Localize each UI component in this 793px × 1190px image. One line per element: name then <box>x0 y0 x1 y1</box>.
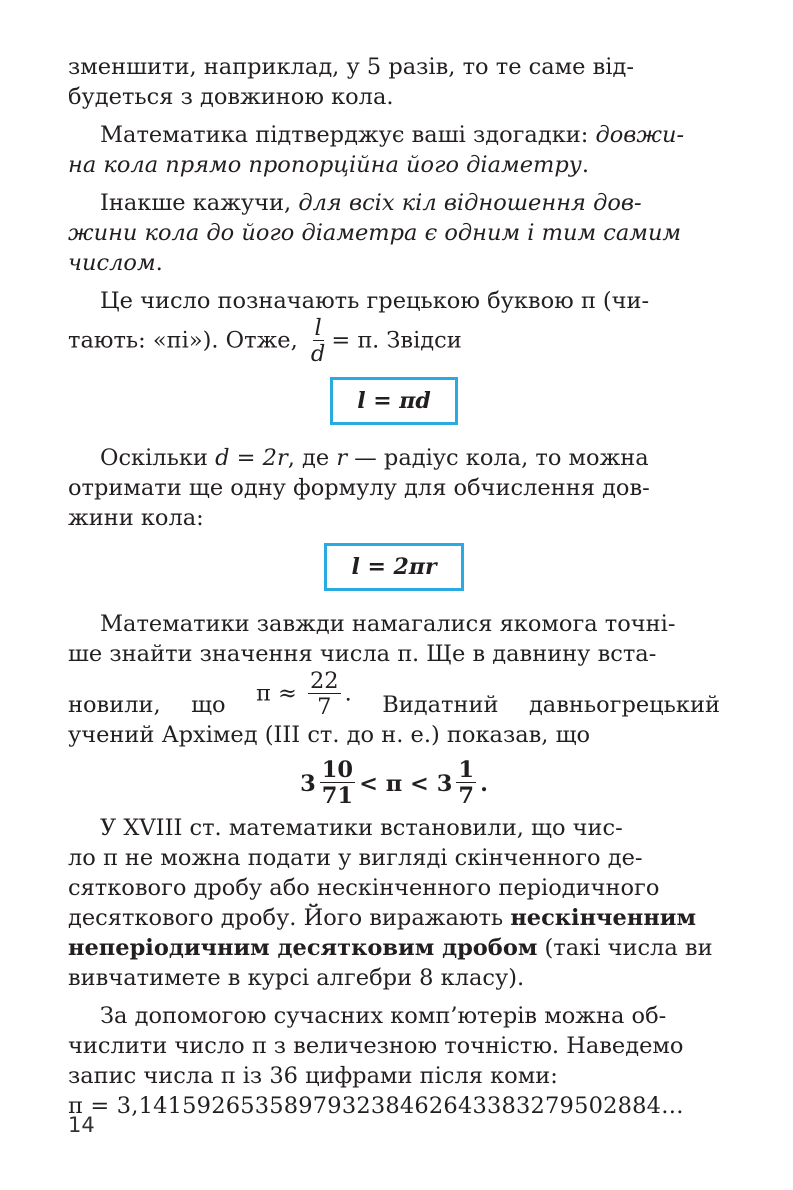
text-line: числити число π з величезною точністю. Наведемо <box>68 1033 684 1059</box>
text-line: ше знайти значення числа π. Ще в давнину вста- <box>68 641 657 667</box>
paragraph-3 <box>68 188 720 278</box>
paragraph-6 <box>68 609 720 750</box>
fraction-10-over-71: $\frac{10}{71}$ <box>321 757 354 809</box>
text-line: запис числа π із 36 цифрами після коми: <box>68 1063 558 1089</box>
text-line: числом. <box>68 250 163 276</box>
text-line: тають: «пі»). Отже, $\frac{l}{d}$ = π. Звідси <box>68 315 462 367</box>
paragraph-4 <box>68 286 720 367</box>
text-line: За допомогою сучасних комп’ютерів можна об- <box>100 1003 667 1029</box>
formula-box-2 <box>68 543 720 591</box>
paragraph-7 <box>68 813 720 993</box>
fraction-1-over-7: $\frac{1}{7}$ <box>458 757 475 809</box>
text-line: будеться з довжиною кола. <box>68 84 394 110</box>
text-line: ло π не можна подати у вигляді скінченного де- <box>68 845 643 871</box>
text-line: неперіодичним десятковим дробом (такі числа ви <box>68 935 713 961</box>
archimedes-inequality: 3 $\frac{10}{71}$ < π < 3 $\frac{1}{7}$ . <box>300 757 488 809</box>
paragraph-1 <box>68 52 720 112</box>
text-line: Це число позначають грецькою буквою π (чи- <box>100 288 650 314</box>
text-line: учений Архімед (III ст. до н. е.) показав, що <box>68 722 591 748</box>
fraction-l-over-d: $\frac{l}{d}$ <box>310 315 326 367</box>
text-line: жини кола: <box>68 505 204 531</box>
text-line: Інакше кажучи, для всіх кіл відношення дов- <box>100 190 642 216</box>
pi-decimal-expansion: π = 3,141592653589793238462643383279502884… <box>68 1093 684 1119</box>
text-line: У XVIII ст. математики встановили, що чис- <box>100 815 623 841</box>
text-line: зменшити, наприклад, у 5 разів, то те саме від- <box>68 54 634 80</box>
formula-circumference-radius: l = 2πr <box>324 543 463 591</box>
formula-circumference-diameter: l = πd <box>330 377 458 425</box>
fraction-22-over-7: $\frac{22}{7}$ <box>309 668 339 720</box>
text-line: Математики завжди намагалися якомога точні- <box>100 611 676 637</box>
text-line: новили, що π ≈ $\frac{22}{7}$ . Видатний давньогрецький <box>68 668 720 720</box>
text-line: десяткового дробу. Його виражають нескінченним <box>68 905 697 931</box>
text-line: жини кола до його діаметра є одним і тим самим <box>68 220 682 246</box>
page-number: 14 <box>68 1113 95 1137</box>
paragraph-2 <box>68 120 720 180</box>
textbook-page <box>68 52 720 1119</box>
text-line: сяткового дробу або нескінченного періодичного <box>68 875 660 901</box>
text-line: на кола прямо пропорційна його діаметру. <box>68 152 589 178</box>
paragraph-8 <box>68 1001 720 1091</box>
paragraph-5 <box>68 443 720 533</box>
pi-approx: π ≈ $\frac{22}{7}$ . <box>256 668 352 720</box>
formula-box-1 <box>68 377 720 425</box>
text-line: Математика підтверджує ваші здогадки: довжи- <box>100 122 685 148</box>
text-line: отримати ще одну формулу для обчислення дов- <box>68 475 650 501</box>
text-line: Оскільки d = 2r, де r — радіус кола, то можна <box>100 445 649 471</box>
text-line: вивчатимете в курсі алгебри 8 класу). <box>68 965 525 991</box>
